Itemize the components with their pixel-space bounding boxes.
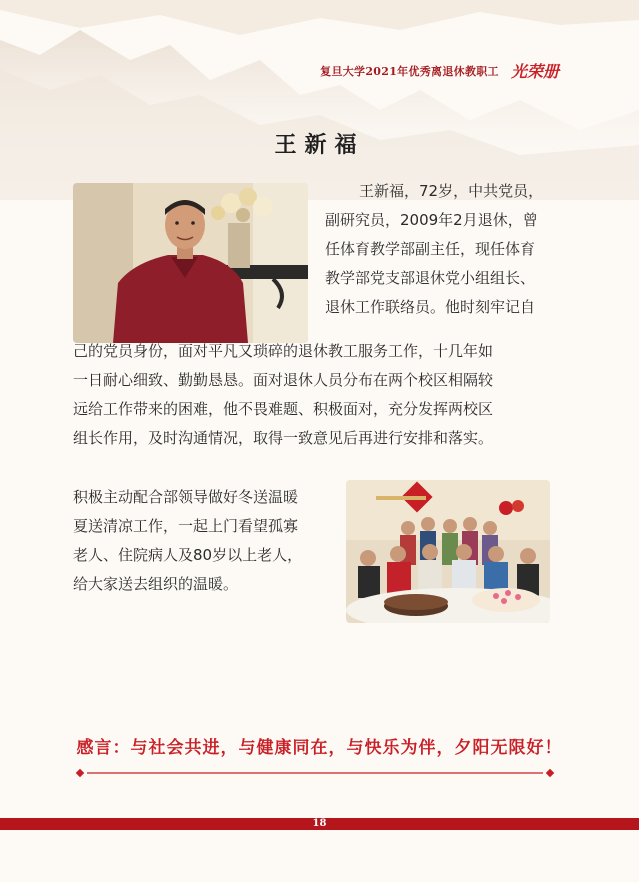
text-line: 教学部党支部退休党小组组长、 [325,269,536,287]
header-title-text: 复旦大学2021年优秀离退休教职工 [320,65,499,78]
group-celebration-photo [346,480,550,623]
text-line: 给大家送去组织的温暖。 [73,575,239,593]
page-number: 18 [312,818,327,829]
text-line: 己的党员身份，面对平凡又琐碎的退休教工服务工作，十几年如 [73,342,494,360]
text-line: 一日耐心细致、勤勤恳恳。面对退休人员分布在两个校区相隔较 [73,371,494,389]
page-title: 王新福 [274,132,365,158]
text-line: 夏送清凉工作，一起上门看望孤寡 [73,517,299,535]
motto-text: 感言：与社会共进，与健康同在，与快乐为伴，夕阳无限好！ [76,738,563,758]
text-line: 王新福，72岁，中共党员， [359,182,544,200]
intro-paragraph [325,177,547,322]
mountain-background [0,0,639,200]
text-line: 副研究员，2009年2月退休，曾 [325,211,538,229]
portrait-photo [73,183,308,343]
ornament-divider [75,768,555,778]
body-paragraph [73,337,550,453]
text-line: 远给工作带来的困难，他不畏难题、积极面对，充分发挥两校区 [73,400,494,418]
text-line: 组长作用，及时沟通情况，取得一致意见后再进行安排和落实。 [73,429,494,447]
text-line: 退休工作联络员。他时刻牢记自 [325,298,536,316]
text-line: 任体育教学部副主任，现任体育 [325,240,536,258]
text-line: 积极主动配合部领导做好冬送温暖 [73,488,299,506]
header-glory: 光荣册 [510,62,559,81]
closing-paragraph [73,483,335,599]
text-line: 老人、住院病人及80岁以上老人， [73,546,303,564]
